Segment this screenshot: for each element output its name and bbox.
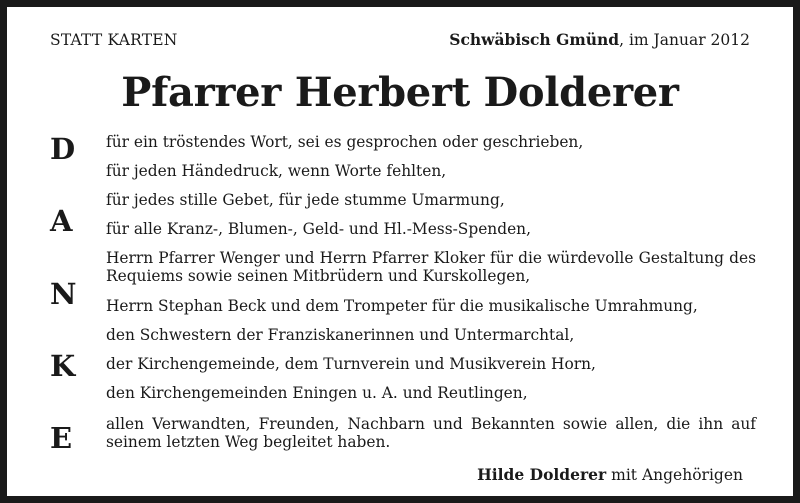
danke-letter: A [50, 204, 73, 238]
signature [477, 465, 743, 485]
statt-karten-label: STATT KARTEN [50, 31, 178, 49]
thanks-line: für jeden Händedruck, wenn Worte fehlten, [106, 162, 447, 180]
thanks-line: Herrn Pfarrer Wenger und Herrn Pfarrer Kloker für die würdevolle Gestaltung des Requiems sowie seinen Mitbrüdern und Kurskollegen, [106, 249, 756, 285]
thanks-line: der Kirchengemeinde, dem Turnverein und Musikverein Horn, [106, 355, 596, 373]
place-name: Schwäbisch Gmünd [449, 30, 620, 49]
signature-name: Hilde Dolderer [477, 465, 607, 484]
thanks-line: den Schwestern der Franziskanerinnen und Untermarchtal, [106, 326, 575, 344]
thanks-line: für jedes stille Gebet, für jede stumme Umarmung, [106, 191, 505, 209]
date-text: , im Januar 2012 [619, 31, 750, 49]
thanks-line: den Kirchengemeinden Eningen u. A. und Reutlingen, [106, 384, 528, 402]
danke-letter: E [50, 421, 73, 455]
thanks-line: für alle Kranz-, Blumen-, Geld- und Hl.-Mess-Spenden, [106, 220, 531, 238]
thanks-line: Herrn Stephan Beck und dem Trompeter für die musikalische Umrahmung, [106, 297, 698, 315]
danke-letter: N [50, 277, 77, 311]
danke-letter: K [50, 349, 76, 383]
danke-letter: D [50, 132, 76, 166]
place-date [449, 29, 750, 51]
thanks-line: für ein tröstendes Wort, sei es gesprochen oder geschrieben, [106, 133, 584, 151]
deceased-name-title: Pfarrer Herbert Dolderer [121, 69, 679, 116]
thanks-line: allen Verwandten, Freunden, Nachbarn und Bekannten sowie allen, die ihn auf seinem letzten Weg begleitet haben. [106, 415, 756, 451]
signature-suffix: mit Angehörigen [606, 466, 743, 484]
